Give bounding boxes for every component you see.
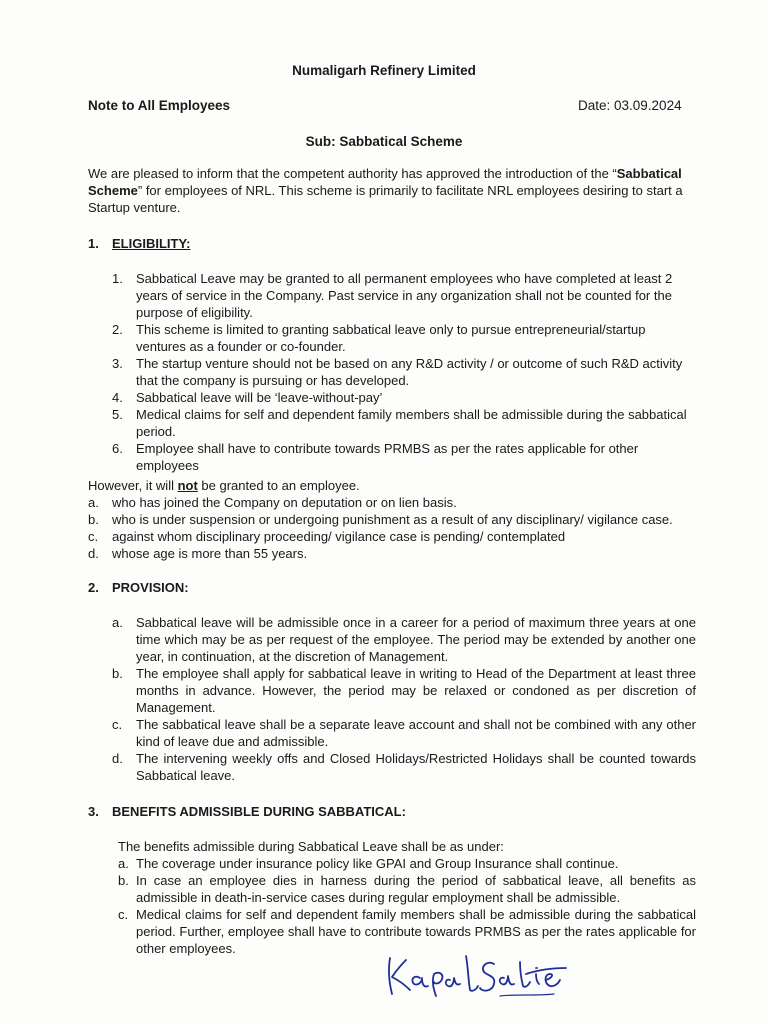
exclusion-intro-start: However, it will <box>88 478 178 493</box>
list-marker: 3. <box>112 356 123 371</box>
list-marker: c. <box>118 907 129 922</box>
subject-line: Sub: Sabbatical Scheme <box>305 134 463 149</box>
company-name: Numaligarh Refinery Limited <box>292 63 476 78</box>
list-marker: b. <box>118 873 129 888</box>
section-title: ELIGIBILITY: <box>112 236 191 251</box>
list-marker: 4. <box>112 390 123 405</box>
benefits-list <box>118 855 696 957</box>
eligibility-list <box>112 270 696 474</box>
list-item <box>112 665 696 716</box>
list-marker: 5. <box>112 407 123 422</box>
document-date: Date: 03.09.2024 <box>578 98 682 113</box>
section-number: 2. <box>88 580 99 595</box>
list-item-text: Sabbatical leave will be ‘leave-without-pay’ <box>136 390 383 405</box>
section-title: PROVISION: <box>112 580 189 595</box>
list-item-text: Sabbatical leave will be admissible once in a career for a period of maximum three years at one time which may be as per request of the employee. The period may be extended by another one year, in continuation, at the discretion of Management. <box>136 615 696 664</box>
list-marker: b. <box>88 512 99 527</box>
list-marker: a. <box>88 495 99 510</box>
list-item-text: against whom disciplinary proceeding/ vigilance case is pending/ contemplated <box>112 529 566 544</box>
list-item-text: The employee shall apply for sabbatical leave in writing to Head of the Department at least three months in advance. However, the period may be relaxed or condoned as per discretion of Management. <box>136 666 696 715</box>
exclusion-intro <box>88 477 696 494</box>
list-item <box>112 270 696 321</box>
list-marker: b. <box>112 666 123 681</box>
list-item <box>112 614 696 665</box>
list-item <box>118 855 696 872</box>
list-marker: d. <box>112 751 123 766</box>
list-item-text: Employee shall have to contribute towards PRMBS as per the rates applicable for other employees <box>136 441 639 473</box>
list-item <box>88 494 708 511</box>
section-number: 3. <box>88 804 99 819</box>
exclusion-list <box>88 494 708 562</box>
list-item-text: This scheme is limited to granting sabbatical leave only to pursue entrepreneurial/startup ventures as a founder or co-founder. <box>136 322 646 354</box>
list-item-text: whose age is more than 55 years. <box>112 546 308 561</box>
list-marker: c. <box>88 529 99 544</box>
list-item <box>112 321 696 355</box>
intro-text-end: ” for employees of NRL. This scheme is primarily to facilitate NRL employees desiring to start a Startup venture. <box>88 183 683 215</box>
list-item <box>112 355 696 389</box>
list-item-text: The startup venture should not be based on any R&D activity / or outcome of such R&D activity that the company is pursuing or has developed. <box>136 356 683 388</box>
benefits-intro: The benefits admissible during Sabbatical Leave shall be as under: <box>118 839 504 854</box>
list-marker: c. <box>112 717 123 732</box>
list-item <box>88 511 708 528</box>
list-item <box>112 716 696 750</box>
list-item-text: who has joined the Company on deputation or on lien basis. <box>112 495 457 510</box>
list-marker: a. <box>118 856 129 871</box>
list-item-text: Sabbatical Leave may be granted to all permanent employees who have completed at least 2 years of service in the Company. Past service in any organization shall not be counted for the purpose of eligibility. <box>136 271 673 320</box>
list-item <box>88 545 708 562</box>
list-item-text: who is under suspension or undergoing punishment as a result of any disciplinary/ vigilance case. <box>112 512 673 527</box>
intro-text-start: We are pleased to inform that the competent authority has approved the introduction of the “ <box>88 166 617 181</box>
intro-paragraph <box>88 165 696 216</box>
list-item <box>112 389 696 406</box>
list-item <box>112 750 696 784</box>
list-marker: d. <box>88 546 99 561</box>
list-item <box>118 872 696 906</box>
list-item <box>112 406 696 440</box>
exclusion-intro-end: be granted to an employee. <box>197 478 360 493</box>
list-marker: 6. <box>112 441 123 456</box>
list-item <box>112 440 696 474</box>
list-marker: 2. <box>112 322 123 337</box>
list-item-text: In case an employee dies in harness during the period of sabbatical leave, all benefits as admissible in death-in-service cases during regular employment shall be admissible. <box>136 873 696 905</box>
list-marker: a. <box>112 615 123 630</box>
list-item-text: Medical claims for self and dependent family members shall be admissible during the sabbatical period. Further, employee shall have to contribute towards PRMBS as per the rates applicable for other employees. <box>136 907 696 956</box>
list-marker: 1. <box>112 271 123 286</box>
list-item-text: Medical claims for self and dependent family members shall be admissible during the sabbatical period. <box>136 407 687 439</box>
exclusion-intro-emphasis: not <box>177 478 198 493</box>
note-to-all-employees: Note to All Employees <box>88 98 231 113</box>
list-item-text: The sabbatical leave shall be a separate leave account and shall not be combined with any other kind of leave due and admissible. <box>136 717 696 749</box>
section-benefits-heading <box>88 804 406 819</box>
provision-list <box>112 614 696 784</box>
section-provision-heading <box>88 580 189 595</box>
list-item <box>88 528 708 545</box>
list-item-text: The intervening weekly offs and Closed Holidays/Restricted Holidays shall be counted towards Sabbatical leave. <box>136 751 696 783</box>
handwritten-signature <box>376 944 576 1004</box>
section-title: BENEFITS ADMISSIBLE DURING SABBATICAL: <box>112 804 406 819</box>
list-item-text: The coverage under insurance policy like GPAI and Group Insurance shall continue. <box>136 856 619 871</box>
section-eligibility-heading <box>88 236 190 251</box>
section-number: 1. <box>88 236 99 251</box>
intro-scheme-name: Sabbatical Scheme <box>88 166 682 198</box>
